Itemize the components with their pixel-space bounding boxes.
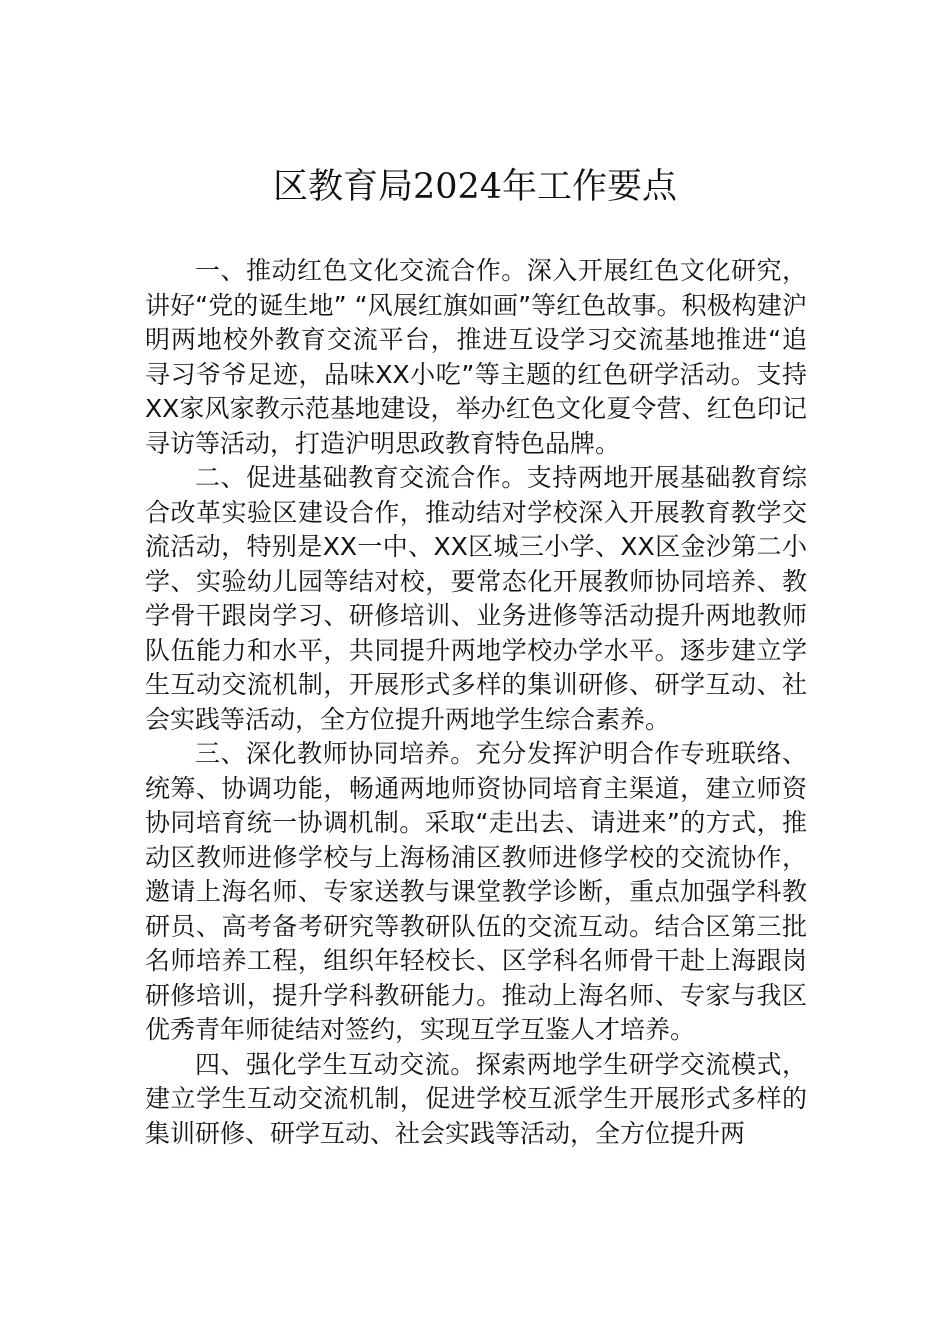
paragraph-red-culture: 一、推动红色文化交流合作。深入开展红色文化研究，讲好“党的诞生地” “风展红旗如画”等红色故事。积极构建沪明两地校外教育交流平台，推进互设学习交流基地推进“追寻习爷爷足迹，品味XX小吃”等主题的红色研学活动。支持XX家风家教示范基地建设，举办红色文化夏令营、红色印记寻访等活动，打造沪明思政教育特色品牌。 bbox=[145, 256, 807, 458]
paragraph-student-exchange: 四、强化学生互动交流。探索两地学生研学交流模式，建立学生互动交流机制，促进学校互派学生开展形式多样的集训研修、研学互动、社会实践等活动，全方位提升两 bbox=[145, 1049, 807, 1148]
paragraph-teacher-training: 三、深化教师协同培养。充分发挥沪明合作专班联络、统筹、协调功能，畅通两地师资协同培育主渠道，建立师资协同培育统一协调机制。采取“走出去、请进来”的方式，推动区教师进修学校与上海杨浦区教师进修学校的交流协作，邀请上海名师、专家送教与课堂教学诊断，重点加强学科教研员、高考备考研究等教研队伍的交流互动。结合区第三批名师培养工程，组织年轻校长、区学科名师骨干赴上海跟岗研修培训，提升学科教研能力。推动上海名师、专家与我区优秀青年师徒结对签约，实现互学互鉴人才培养。 bbox=[145, 739, 807, 1044]
paragraph-basic-education: 二、促进基础教育交流合作。支持两地开展基础教育综合改革实验区建设合作，推动结对学校深入开展教育教学交流活动，特别是XX一中、XX区城三小学、XX区金沙第二小学、实验幼儿园等结对校，要常态化开展教师协同培养、教学骨干跟岗学习、研修培训、业务进修等活动提升两地教师队伍能力和水平，共同提升两地学校办学水平。逐步建立学生互动交流机制，开展形式多样的集训研修、研学互动、社会实践等活动，全方位提升两地学生综合素养。 bbox=[145, 463, 807, 734]
document-body bbox=[145, 254, 807, 1151]
document-title: 区教育局2024年工作要点 bbox=[272, 167, 678, 207]
